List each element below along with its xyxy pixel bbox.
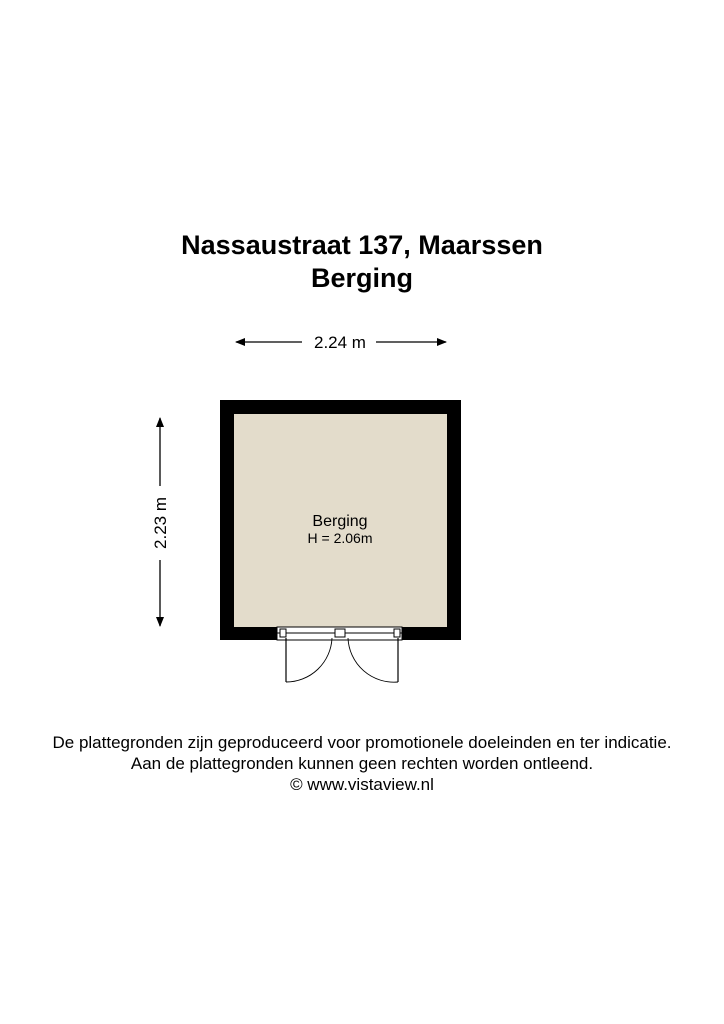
copyright-line: © www.vistaview.nl	[290, 775, 434, 794]
room-name-label: Berging	[312, 513, 368, 530]
plan-floor-title: Berging	[310, 263, 413, 293]
depth-dimension	[151, 418, 170, 626]
disclaimer-line-2: Aan de plattegronden kunnen geen rechten worden ontleend.	[130, 754, 594, 773]
disclaimer-line-1: De plattegronden zijn geproduceerd voor promotionele doeleinden en ter indicatie.	[52, 733, 672, 752]
wall-left	[220, 400, 234, 640]
door-post-left	[280, 629, 286, 637]
wall-right	[447, 400, 461, 640]
disclaimer	[0, 732, 724, 795]
wall-bottom-left	[220, 627, 277, 640]
door-post-right	[394, 629, 400, 637]
plan-address-title: Nassaustraat 137, Maarssen	[181, 230, 543, 260]
door-swing-right	[348, 638, 398, 682]
wall-bottom-right	[402, 627, 461, 640]
wall-top	[220, 400, 461, 414]
door-post-center	[335, 629, 345, 637]
door-swing-left	[286, 638, 332, 682]
room-height-label: H = 2.06m	[307, 530, 373, 546]
width-dimension	[236, 333, 446, 352]
width-dimension-label: 2.24 m	[314, 333, 366, 352]
depth-dimension-label: 2.23 m	[151, 497, 170, 549]
double-door	[277, 627, 402, 682]
